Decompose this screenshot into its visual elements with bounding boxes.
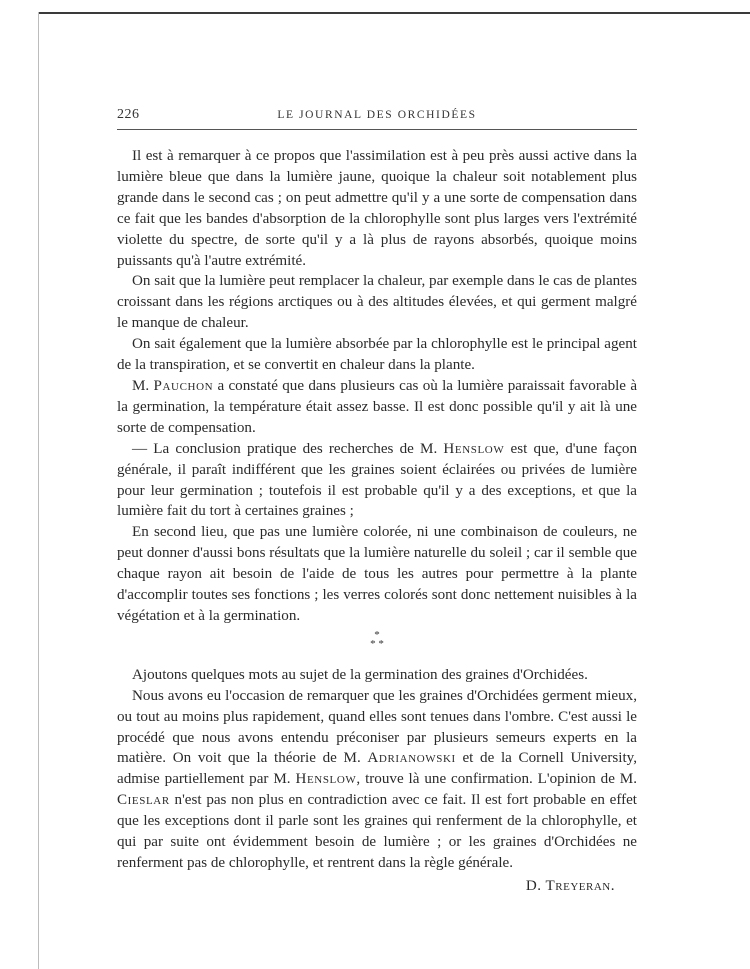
scan-edge-top <box>38 12 750 14</box>
paragraph-conclusion <box>117 439 637 523</box>
paragraph-transpiration: On sait également que la lumière absorbée par la chlorophylle est le principal agent de la transpiration, et se convertit en chaleur dans la plante. <box>117 336 637 374</box>
orchidees-part1: Nous avons eu l'occasion de remarquer que les graines d'Orchidées germent mieux, ou tout au moins plus rapidement, quand elles sont tenues dans l'ombre. C'est aussi le procédé que nous avons entendu préconiser par plusieurs semeurs experts en la matière. On voit que la théorie de M. <box>117 687 637 767</box>
orchidees-part2: et de la Cornell University, admise partiellement par M. <box>117 750 637 788</box>
conclusion-prefix: — La conclusion pratique des recherches de M. <box>132 440 444 457</box>
paragraph-second-lieu: En second lieu, que pas une lumière colorée, ni une combinaison de couleurs, ne peut donner d'aussi bons résultats que la lumière naturelle du soleil ; car il semble que chaque rayon ait besoin de l'aide de tous les autres pour permettre à la plante d'accomplir toutes ses fonctions ; les verres colorés sont donc nettement nuisibles à la végétation et à la germination. <box>117 524 637 624</box>
author-name-henslow: Henslow <box>443 440 505 457</box>
conclusion-text: est que, d'une façon générale, il paraît indifférent que les graines soient éclairées ou privées de lumière pour leur germination ; toutefois il est probable qu'il y a des exceptions, et que la lumière fait du tort à certaines graines ; <box>117 440 637 520</box>
author-name-cieslar: Cieslar <box>117 792 170 809</box>
author-name-henslow-2: Henslow <box>295 771 357 788</box>
paragraph-pauchon <box>117 376 637 439</box>
asterism-bottom: * * <box>370 637 384 650</box>
orchidees-part4: n'est pas non plus en contradiction avec ce fait. Il est fort probable en effet que les exceptions dont il parle sont les graines qui renferment de la chlorophylle, et qui par suite ont évidemment besoin de lumière ; or les graines d'Orchidées ne renferment pas de chlorophylle, et rentrent dans la règle générale. <box>117 792 637 871</box>
scan-edge-left <box>38 12 39 969</box>
author-name-pauchon: Pauchon <box>153 377 214 394</box>
paragraph-ajoutons: Ajoutons quelques mots au sujet de la germination des graines d'Orchidées. <box>132 666 588 683</box>
article-body <box>117 146 637 897</box>
paragraph-lumiere-chaleur: On sait que la lumière peut remplacer la chaleur, par exemple dans le cas de plantes croissant dans les régions arctiques ou à des altitudes élevées, et qui germent malgré le manque de chaleur. <box>117 273 637 332</box>
running-title: LE JOURNAL DES ORCHIDÉES <box>277 109 477 121</box>
asterism-top: * <box>374 628 380 641</box>
page-header <box>117 107 637 127</box>
asterism-divider <box>117 628 637 661</box>
header-rule <box>117 129 637 130</box>
orchidees-part3: , trouve là une confirmation. L'opinion de M. <box>356 771 637 788</box>
paragraph-orchidees <box>117 686 637 874</box>
paragraph-assimilation: Il est à remarquer à ce propos que l'assimilation est à peu près aussi active dans la lumière bleue que dans la lumière jaune, quoique la chaleur soit notablement plus grande dans le second cas ; on peut admettre qu'il y a une sorte de compensation dans ce fait que les bandes d'absorption de la chlorophylle sont plus larges vers l'extrémité violette du spectre, de sorte qu'il y a là plus de rayons absorbés, quoique moins puissants qu'à l'autre extrémité. <box>117 148 637 269</box>
pauchon-text: a constaté que dans plusieurs cas où la lumière paraissait favorable à la germination, la température était assez basse. Il est donc possible qu'il y ait là une sorte de compensation. <box>117 377 638 436</box>
page-number: 226 <box>117 107 140 122</box>
pauchon-prefix: M. <box>132 377 154 394</box>
signature: D. Treyeran. <box>525 877 615 894</box>
author-name-adrianowski: Adrianowski <box>367 750 456 767</box>
